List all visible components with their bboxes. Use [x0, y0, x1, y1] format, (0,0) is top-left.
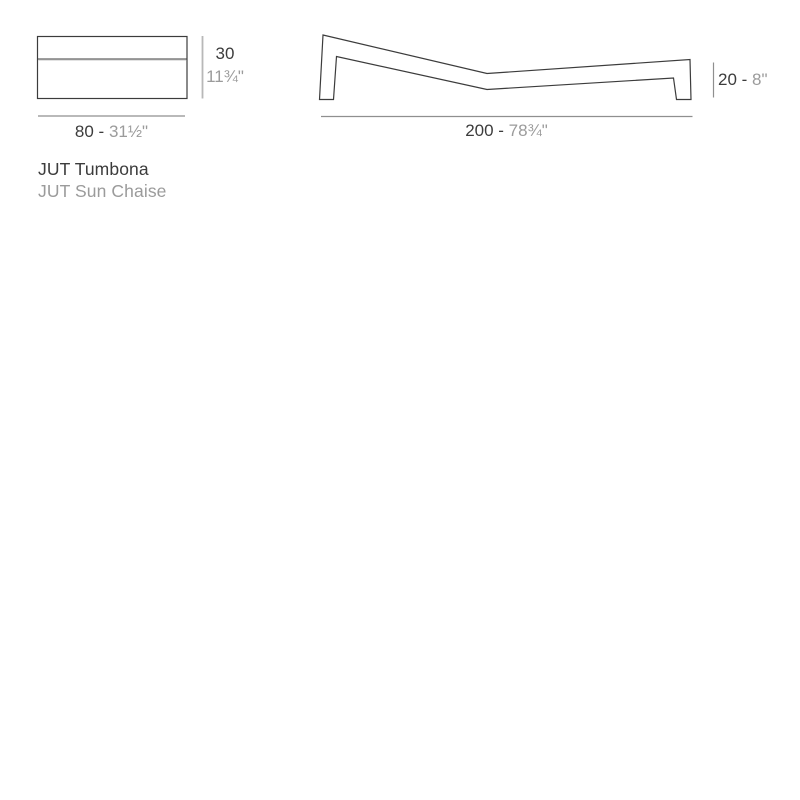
front-width-cm: 80 -	[74, 122, 109, 141]
side-length-label	[321, 122, 692, 139]
product-title-block	[38, 158, 167, 202]
front-width-label	[38, 123, 185, 140]
side-length-cm: 200 -	[465, 121, 509, 140]
side-height-cm: 20 -	[718, 70, 753, 89]
front-width-inches: 31½"	[108, 122, 149, 141]
side-height-inches: 8"	[752, 70, 768, 89]
front-view-drawing	[38, 36, 203, 116]
side-height-label	[718, 71, 768, 88]
side-view-drawing	[320, 35, 714, 117]
side-view-outline	[320, 35, 692, 100]
side-length-inches: 78¾"	[508, 121, 548, 140]
product-name-secondary: JUT Sun Chaise	[38, 181, 167, 201]
front-height-inches-label: 11¾"	[206, 67, 244, 86]
product-name-primary: JUT Tumbona	[38, 159, 149, 179]
front-height-cm-label: 30	[215, 44, 235, 63]
front-view-outline	[38, 37, 188, 99]
